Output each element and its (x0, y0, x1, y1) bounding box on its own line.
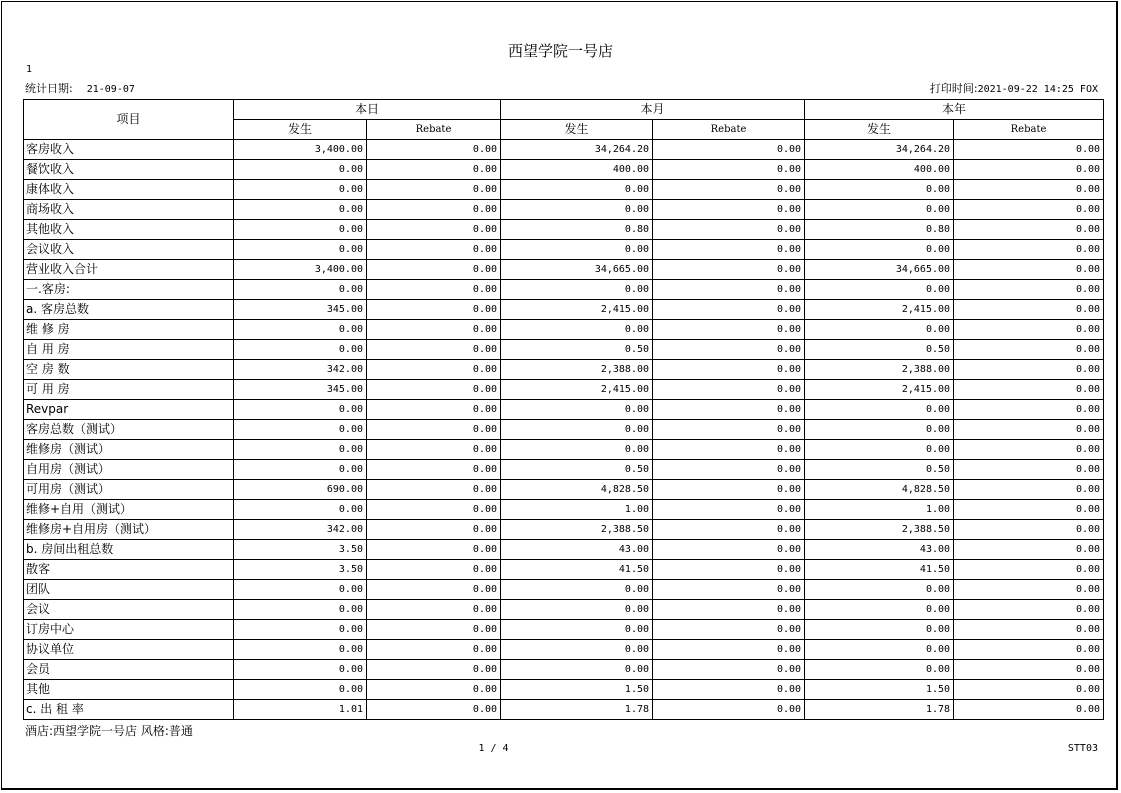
print-time-label: 打印时间: (929, 82, 978, 95)
row-value: 0.00 (954, 640, 1104, 660)
row-value: 0.00 (653, 520, 805, 540)
row-value: 0.00 (653, 480, 805, 500)
row-value: 0.00 (367, 400, 501, 420)
row-value: 0.00 (805, 580, 954, 600)
row-value: 0.00 (653, 200, 805, 220)
stat-date-value: 21-09-07 (86, 84, 135, 95)
row-value: 41.50 (805, 560, 954, 580)
row-value: 2,415.00 (805, 300, 954, 320)
row-value: 0.00 (805, 620, 954, 640)
row-value: 3,400.00 (234, 260, 367, 280)
table-row (24, 540, 1104, 560)
row-value: 0.00 (367, 220, 501, 240)
row-value: 0.00 (954, 180, 1104, 200)
row-value: 0.00 (805, 240, 954, 260)
row-value: 0.00 (367, 600, 501, 620)
row-value: 0.00 (954, 700, 1104, 720)
row-value: 0.00 (653, 540, 805, 560)
row-value: 0.00 (954, 420, 1104, 440)
row-value: 0.00 (954, 280, 1104, 300)
row-value: 0.00 (954, 560, 1104, 580)
row-value: 0.00 (367, 620, 501, 640)
item-header: 项目 (24, 100, 234, 140)
row-value: 0.00 (653, 640, 805, 660)
row-value: 2,388.50 (805, 520, 954, 540)
row-value: 0.00 (234, 400, 367, 420)
row-value: 0.00 (805, 320, 954, 340)
row-value: 0.00 (367, 160, 501, 180)
row-value: 0.00 (954, 300, 1104, 320)
row-value: 0.00 (653, 500, 805, 520)
group-header-day: 本日 (234, 100, 501, 120)
row-value: 0.50 (805, 460, 954, 480)
row-value: 2,415.00 (501, 300, 653, 320)
row-value: 1.78 (805, 700, 954, 720)
row-value: 0.00 (805, 400, 954, 420)
row-value: 0.00 (954, 160, 1104, 180)
row-value: 0.00 (367, 420, 501, 440)
row-value: 0.00 (501, 640, 653, 660)
table-row (24, 140, 1104, 160)
row-value: 2,388.50 (501, 520, 653, 540)
row-value: 0.00 (653, 180, 805, 200)
row-value: 0.00 (501, 600, 653, 620)
table-row (24, 580, 1104, 600)
row-value: 34,264.20 (805, 140, 954, 160)
row-value: 0.00 (653, 320, 805, 340)
row-value: 0.00 (954, 400, 1104, 420)
row-value: 0.00 (805, 640, 954, 660)
row-value: 0.00 (234, 660, 367, 680)
row-value: 41.50 (501, 560, 653, 580)
table-row (24, 280, 1104, 300)
table-row (24, 240, 1104, 260)
table-row (24, 620, 1104, 640)
row-value: 0.00 (501, 320, 653, 340)
table-row (24, 560, 1104, 580)
stat-date (25, 82, 135, 97)
row-value: 0.00 (367, 480, 501, 500)
row-value: 690.00 (234, 480, 367, 500)
row-value: 0.00 (653, 380, 805, 400)
row-value: 1.50 (805, 680, 954, 700)
row-value: 0.00 (367, 280, 501, 300)
row-value: 0.00 (367, 140, 501, 160)
row-value: 0.00 (954, 460, 1104, 480)
report-table (23, 99, 1104, 720)
row-value: 0.00 (954, 620, 1104, 640)
row-value: 0.00 (653, 360, 805, 380)
row-label: 其他收入 (24, 220, 234, 240)
row-value: 3.50 (234, 540, 367, 560)
row-label: 一.客房: (24, 280, 234, 300)
sub-header-month-amount: 发生 (501, 120, 653, 140)
row-value: 0.00 (367, 460, 501, 480)
row-value: 0.00 (954, 340, 1104, 360)
row-value: 0.00 (653, 240, 805, 260)
row-label: 其他 (24, 680, 234, 700)
row-label: 维 修 房 (24, 320, 234, 340)
table-row (24, 520, 1104, 540)
row-label: 自 用 房 (24, 340, 234, 360)
sub-header-year-rebate: Rebate (954, 120, 1104, 140)
table-row (24, 480, 1104, 500)
row-value: 0.00 (367, 660, 501, 680)
row-value: 0.00 (954, 500, 1104, 520)
row-value: 0.00 (234, 500, 367, 520)
row-value: 2,388.00 (805, 360, 954, 380)
row-value: 1.01 (234, 700, 367, 720)
sub-header-day-rebate: Rebate (367, 120, 501, 140)
row-value: 0.00 (805, 280, 954, 300)
table-row (24, 440, 1104, 460)
row-value: 0.50 (501, 460, 653, 480)
row-value: 34,264.20 (501, 140, 653, 160)
row-value: 0.00 (954, 540, 1104, 560)
report-title: 西望学院一号店 (507, 42, 613, 60)
row-value: 0.00 (805, 180, 954, 200)
row-label: 会员 (24, 660, 234, 680)
row-value: 0.00 (653, 700, 805, 720)
row-value: 0.00 (367, 560, 501, 580)
row-value: 0.00 (653, 220, 805, 240)
row-value: 0.00 (653, 160, 805, 180)
row-value: 43.00 (805, 540, 954, 560)
row-label: Revpar (24, 400, 234, 420)
row-label: a. 客房总数 (24, 300, 234, 320)
row-value: 0.00 (234, 220, 367, 240)
row-value: 1.00 (805, 500, 954, 520)
row-value: 0.00 (954, 320, 1104, 340)
row-value: 0.00 (234, 600, 367, 620)
row-value: 3,400.00 (234, 140, 367, 160)
table-row (24, 200, 1104, 220)
row-value: 0.00 (653, 560, 805, 580)
row-value: 0.00 (367, 440, 501, 460)
row-value: 0.00 (805, 200, 954, 220)
table-row (24, 220, 1104, 240)
row-value: 34,665.00 (501, 260, 653, 280)
row-value: 0.00 (367, 240, 501, 260)
row-value: 0.00 (653, 260, 805, 280)
row-value: 0.00 (501, 660, 653, 680)
print-time-value: 2021-09-22 14:25 FOX (977, 84, 1098, 95)
row-value: 400.00 (501, 160, 653, 180)
row-value: 0.00 (954, 660, 1104, 680)
row-value: 0.00 (234, 680, 367, 700)
table-row (24, 180, 1104, 200)
row-value: 0.00 (501, 440, 653, 460)
row-value: 0.00 (367, 700, 501, 720)
table-row (24, 460, 1104, 480)
row-value: 2,388.00 (501, 360, 653, 380)
row-value: 1.50 (501, 680, 653, 700)
row-value: 0.00 (954, 580, 1104, 600)
row-label: 商场收入 (24, 200, 234, 220)
table-row (24, 340, 1104, 360)
row-value: 0.00 (954, 520, 1104, 540)
row-label: 会议 (24, 600, 234, 620)
row-value: 0.00 (805, 420, 954, 440)
table-row (24, 260, 1104, 280)
row-value: 0.00 (367, 180, 501, 200)
row-value: 4,828.50 (805, 480, 954, 500)
row-value: 345.00 (234, 300, 367, 320)
row-value: 1.00 (501, 500, 653, 520)
row-value: 0.00 (501, 280, 653, 300)
table-row (24, 680, 1104, 700)
row-label: 客房收入 (24, 140, 234, 160)
row-value: 0.00 (653, 340, 805, 360)
row-value: 345.00 (234, 380, 367, 400)
row-value: 0.00 (653, 440, 805, 460)
row-label: 团队 (24, 580, 234, 600)
row-value: 0.00 (367, 580, 501, 600)
print-time (930, 82, 1098, 97)
row-value: 2,415.00 (501, 380, 653, 400)
row-value: 0.00 (653, 660, 805, 680)
row-label: 散客 (24, 560, 234, 580)
row-value: 400.00 (805, 160, 954, 180)
row-value: 0.00 (653, 600, 805, 620)
row-value: 0.00 (367, 500, 501, 520)
table-row (24, 640, 1104, 660)
sub-header-year-amount: 发生 (805, 120, 954, 140)
row-value: 0.00 (501, 240, 653, 260)
row-value: 0.00 (653, 140, 805, 160)
row-value: 0.00 (234, 240, 367, 260)
row-value: 34,665.00 (805, 260, 954, 280)
row-value: 0.00 (234, 620, 367, 640)
row-value: 0.50 (501, 340, 653, 360)
row-value: 0.00 (653, 400, 805, 420)
row-label: 餐饮收入 (24, 160, 234, 180)
row-label: 客房总数（测试） (24, 420, 234, 440)
row-value: 0.00 (367, 520, 501, 540)
group-header-month: 本月 (501, 100, 805, 120)
row-value: 0.00 (367, 300, 501, 320)
sub-header-day-amount: 发生 (234, 120, 367, 140)
row-value: 0.00 (954, 480, 1104, 500)
table-row (24, 380, 1104, 400)
row-value: 0.00 (501, 200, 653, 220)
row-value: 0.00 (954, 240, 1104, 260)
row-label: 维修房（测试） (24, 440, 234, 460)
row-value: 0.00 (367, 340, 501, 360)
row-label: 营业收入合计 (24, 260, 234, 280)
report-code: STT03 (1067, 743, 1098, 754)
row-value: 0.00 (653, 680, 805, 700)
row-label: 可 用 房 (24, 380, 234, 400)
row-value: 0.00 (954, 140, 1104, 160)
table-row (24, 400, 1104, 420)
row-label: 自用房（测试） (24, 460, 234, 480)
row-value: 0.00 (367, 680, 501, 700)
row-value: 0.00 (501, 580, 653, 600)
row-label: 空 房 数 (24, 360, 234, 380)
row-value: 0.50 (805, 340, 954, 360)
row-value: 0.00 (367, 380, 501, 400)
row-value: 0.00 (805, 660, 954, 680)
row-value: 0.00 (501, 420, 653, 440)
row-value: 0.00 (367, 640, 501, 660)
row-label: 会议收入 (24, 240, 234, 260)
row-value: 0.80 (805, 220, 954, 240)
row-value: 0.00 (234, 160, 367, 180)
row-value: 0.00 (234, 340, 367, 360)
row-value: 0.00 (954, 600, 1104, 620)
stat-date-label: 统计日期: (25, 82, 73, 95)
row-value: 0.00 (653, 460, 805, 480)
row-value: 3.50 (234, 560, 367, 580)
row-value: 1.78 (501, 700, 653, 720)
row-value: 0.80 (501, 220, 653, 240)
row-value: 0.00 (234, 320, 367, 340)
row-value: 0.00 (234, 180, 367, 200)
row-label: 可用房（测试） (24, 480, 234, 500)
row-value: 0.00 (653, 620, 805, 640)
table-row (24, 420, 1104, 440)
row-value: 0.00 (234, 580, 367, 600)
row-value: 0.00 (653, 580, 805, 600)
row-value: 0.00 (954, 360, 1104, 380)
page-index: 1 (26, 64, 33, 75)
row-value: 0.00 (234, 640, 367, 660)
row-value: 0.00 (501, 180, 653, 200)
row-label: c. 出 租 率 (24, 700, 234, 720)
table-row (24, 300, 1104, 320)
table-row (24, 360, 1104, 380)
row-value: 0.00 (234, 200, 367, 220)
row-label: b. 房间出租总数 (24, 540, 234, 560)
row-value: 0.00 (367, 320, 501, 340)
row-value: 0.00 (653, 420, 805, 440)
row-label: 维修房+自用房（测试） (24, 520, 234, 540)
row-label: 订房中心 (24, 620, 234, 640)
row-value: 0.00 (954, 680, 1104, 700)
table-row (24, 500, 1104, 520)
row-label: 协议单位 (24, 640, 234, 660)
row-value: 0.00 (805, 440, 954, 460)
row-value: 0.00 (501, 620, 653, 640)
page-counter: 1 / 4 (478, 743, 509, 754)
row-value: 0.00 (367, 360, 501, 380)
report-body (24, 140, 1104, 720)
row-value: 342.00 (234, 360, 367, 380)
row-value: 0.00 (954, 380, 1104, 400)
row-value: 0.00 (954, 220, 1104, 240)
table-row (24, 320, 1104, 340)
row-value: 4,828.50 (501, 480, 653, 500)
group-header-year: 本年 (805, 100, 1104, 120)
row-value: 342.00 (234, 520, 367, 540)
row-value: 2,415.00 (805, 380, 954, 400)
row-label: 康体收入 (24, 180, 234, 200)
table-row (24, 160, 1104, 180)
row-value: 43.00 (501, 540, 653, 560)
row-value: 0.00 (234, 440, 367, 460)
row-value: 0.00 (954, 440, 1104, 460)
row-value: 0.00 (367, 260, 501, 280)
row-value: 0.00 (367, 540, 501, 560)
table-row (24, 700, 1104, 720)
table-row (24, 660, 1104, 680)
table-row (24, 600, 1104, 620)
row-value: 0.00 (234, 280, 367, 300)
row-value: 0.00 (653, 280, 805, 300)
row-value: 0.00 (653, 300, 805, 320)
sub-header-month-rebate: Rebate (653, 120, 805, 140)
row-value: 0.00 (367, 200, 501, 220)
row-label: 维修+自用（测试） (24, 500, 234, 520)
row-value: 0.00 (954, 260, 1104, 280)
hotel-style-footer: 酒店:西望学院一号店 风格:普通 (25, 724, 193, 738)
row-value: 0.00 (805, 600, 954, 620)
row-value: 0.00 (234, 420, 367, 440)
row-value: 0.00 (954, 200, 1104, 220)
row-value: 0.00 (501, 400, 653, 420)
row-value: 0.00 (234, 460, 367, 480)
